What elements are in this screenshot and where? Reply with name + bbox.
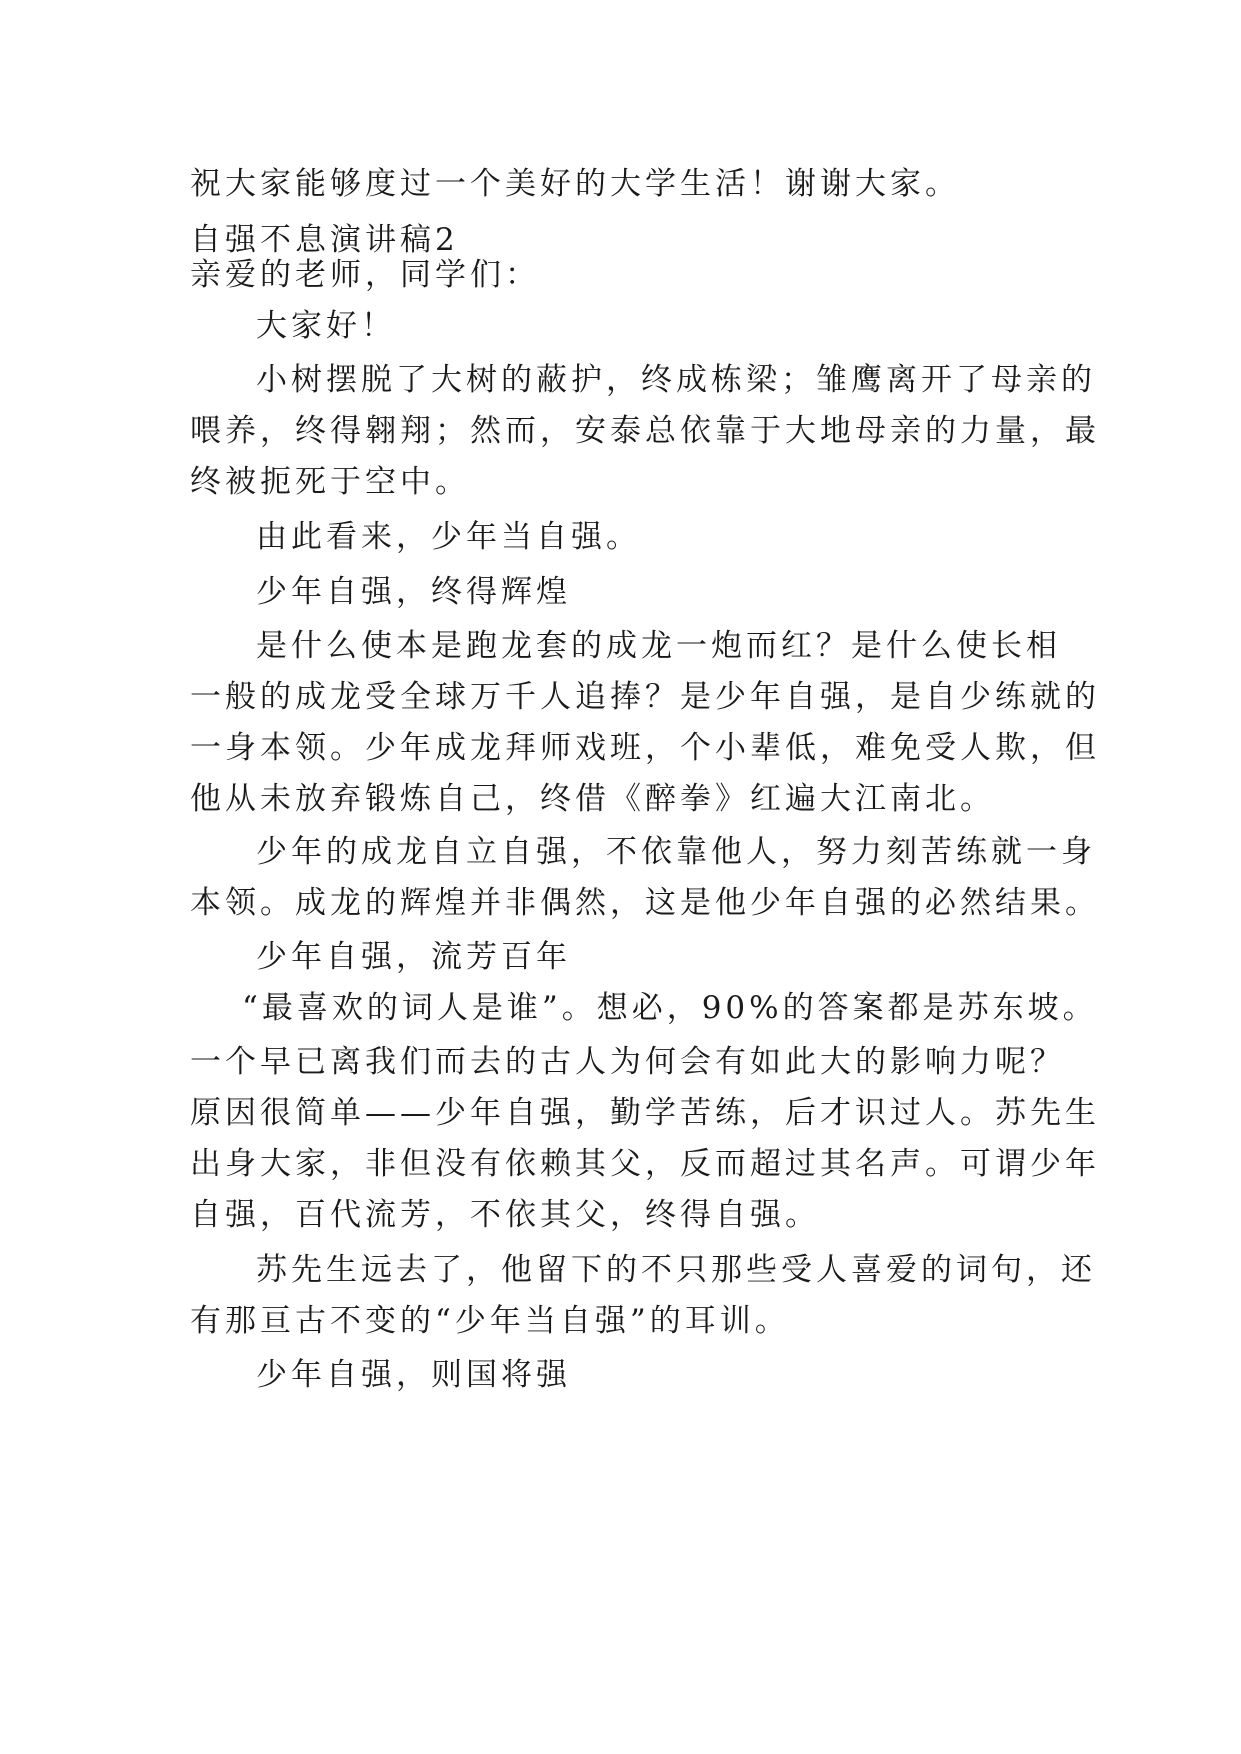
paragraph-line: 少年的成龙自立自强，不依靠他人，努力刻苦练就一身: [256, 834, 1096, 870]
paragraph-line: 一身本领。少年成龙拜师戏班，个小辈低，难免受人欺，但: [190, 730, 1100, 766]
paragraph-line: 一般的成龙受全球万千人追捧？是少年自强，是自少练就的: [190, 679, 1100, 715]
section-title: 自强不息演讲稿2: [190, 222, 459, 258]
paragraph-line: 出身大家，非但没有依赖其父，反而超过其名声。可谓少年: [190, 1146, 1100, 1182]
paragraph-line: “最喜欢的词人是谁”。想必，90%的答案都是苏东坡。: [242, 990, 1098, 1026]
paragraph-line: 本领。成龙的辉煌并非偶然，这是他少年自强的必然结果。: [190, 885, 1100, 921]
paragraph-line: 终被扼死于空中。: [190, 464, 470, 500]
paragraph-line: 是什么使本是跑龙套的成龙一炮而红？是什么使长相: [256, 628, 1061, 664]
paragraph-line: 原因很简单——少年自强，勤学苦练，后才识过人。苏先生: [190, 1095, 1100, 1131]
paragraph-line: 苏先生远去了，他留下的不只那些受人喜爱的词句，还: [256, 1252, 1096, 1288]
paragraph-line: 有那亘古不变的“少年当自强”的耳训。: [190, 1303, 790, 1339]
paragraph-line: 一个早已离我们而去的古人为何会有如此大的影响力呢？: [190, 1044, 1065, 1080]
paragraph-line: 他从未放弃锻炼自己，终借《醉拳》红遍大江南北。: [190, 781, 995, 817]
subheading: 少年自强，流芳百年: [256, 939, 571, 975]
paragraph-line: 自强，百代流芳，不依其父，终得自强。: [190, 1197, 820, 1233]
paragraph-line: 喂养，终得翱翔；然而，安泰总依靠于大地母亲的力量，最: [190, 413, 1100, 449]
paragraph-line: 由此看来，少年当自强。: [256, 519, 641, 555]
closing-line: 祝大家能够度过一个美好的大学生活！谢谢大家。: [190, 166, 960, 202]
subheading: 少年自强，终得辉煌: [256, 574, 571, 610]
greeting: 大家好！: [256, 308, 396, 344]
paragraph-line: 小树摆脱了大树的蔽护，终成栋梁；雏鹰离开了母亲的: [256, 362, 1096, 398]
salutation: 亲爱的老师，同学们：: [190, 257, 540, 293]
subheading: 少年自强，则国将强: [256, 1357, 571, 1393]
